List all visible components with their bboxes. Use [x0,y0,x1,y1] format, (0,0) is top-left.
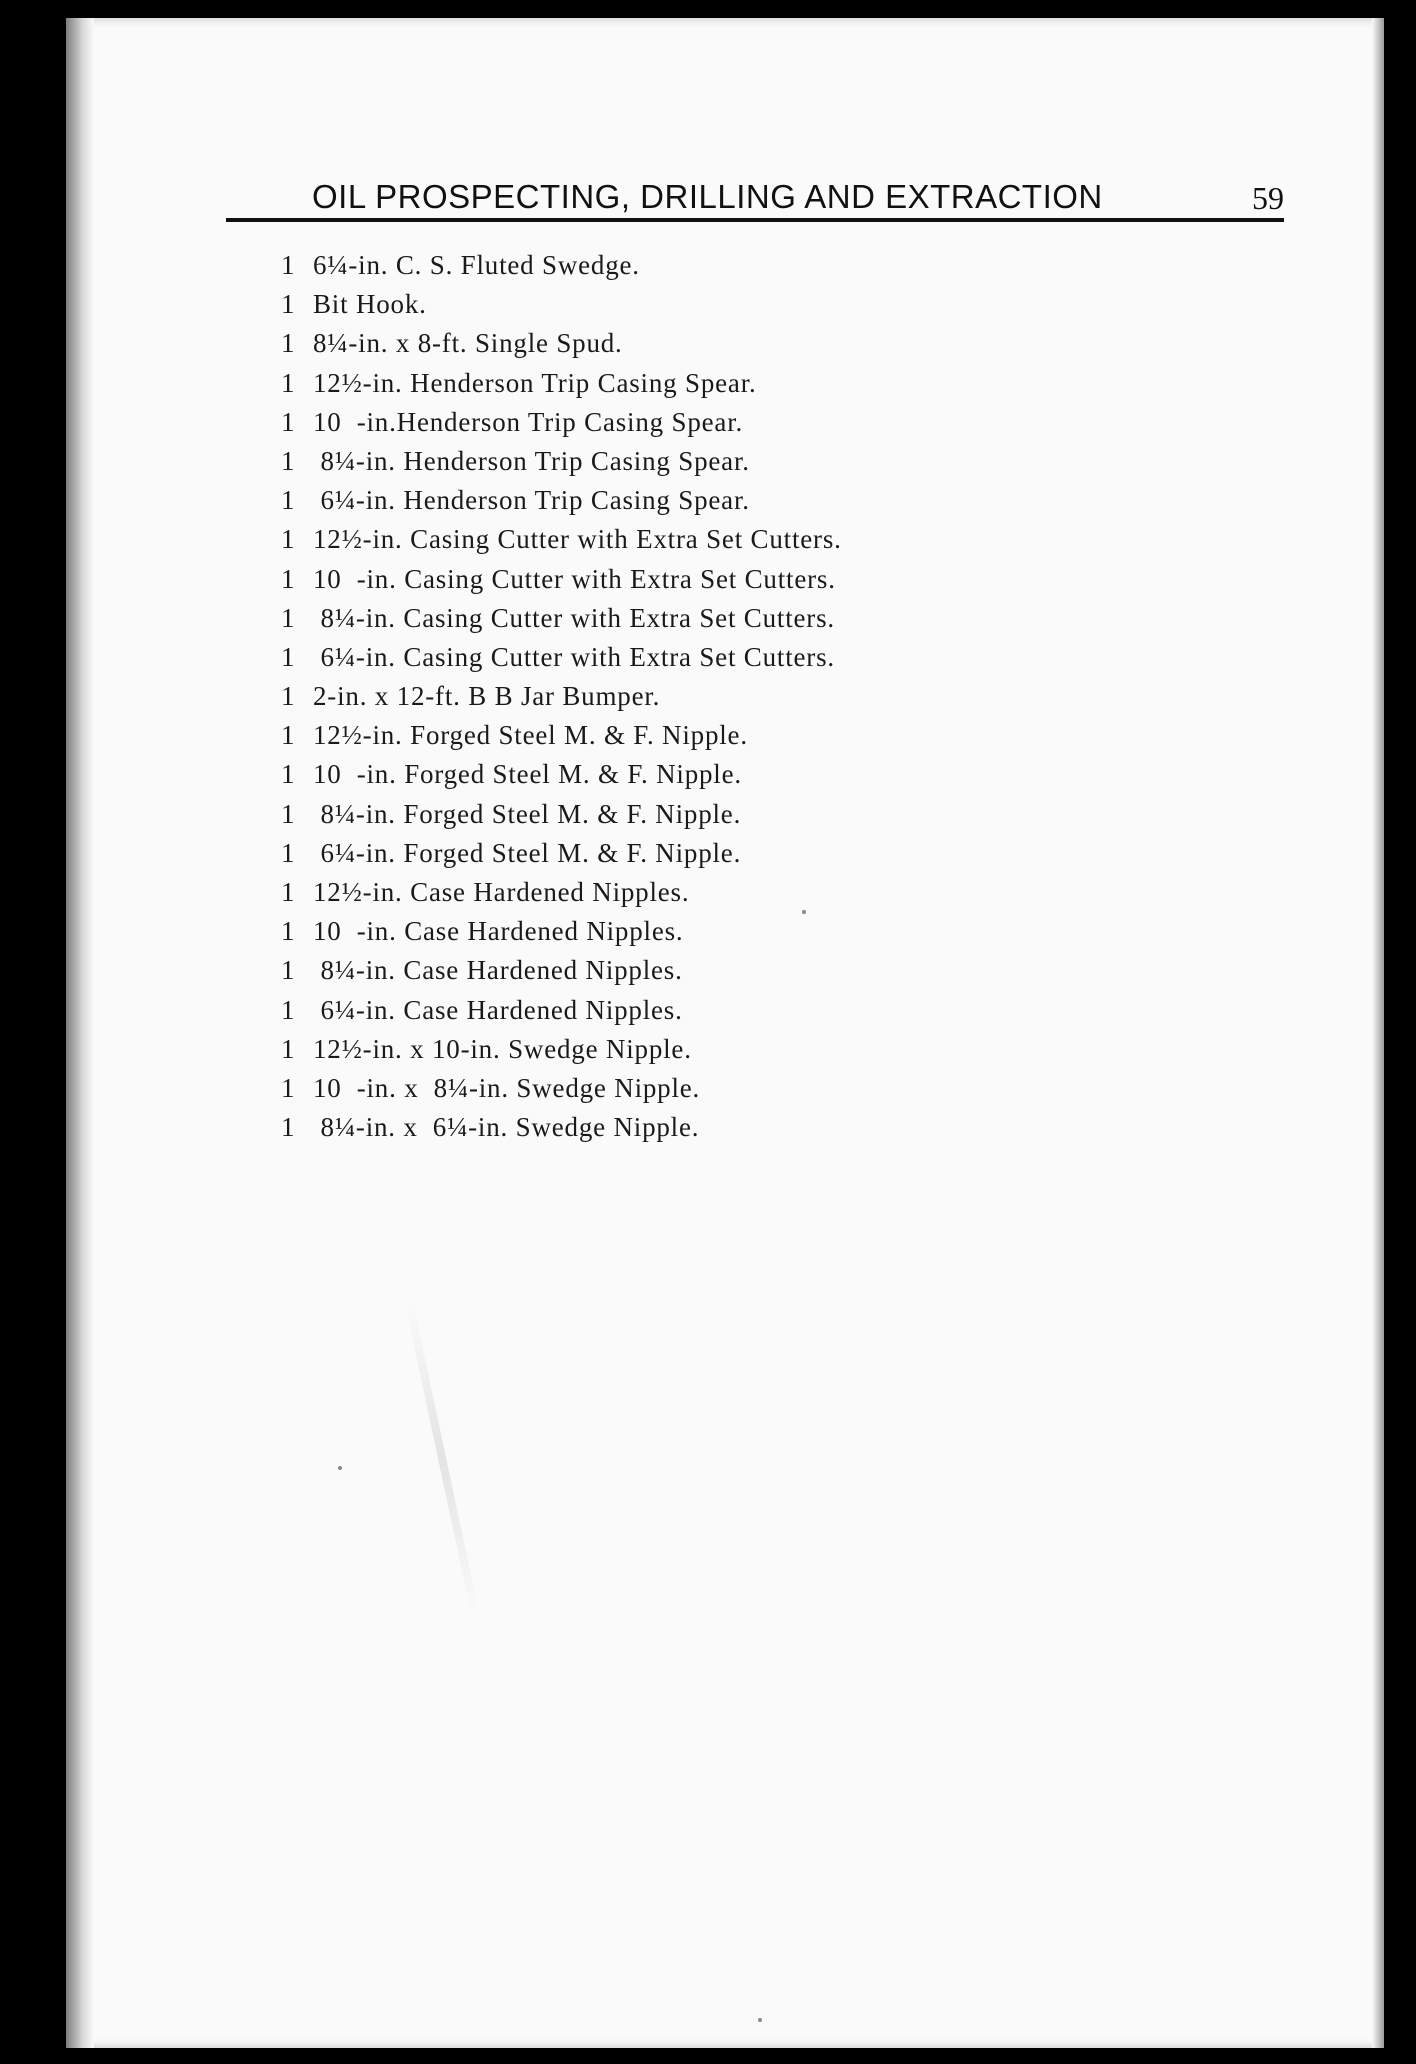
item-description: 6¼-in. Casing Cutter with Extra Set Cutters. [313,641,835,672]
item-quantity: 1 [281,916,296,947]
item-quantity: 1 [281,877,296,907]
list-item [281,638,842,677]
item-description: 10 -in.Henderson Trip Casing Spear. [313,406,744,437]
item-quantity: 1 [281,681,296,712]
item-quantity: 1 [281,641,296,672]
item-quantity: 1 [281,250,296,280]
list-item [281,912,842,951]
page-edge-shadow [1372,18,1384,2048]
list-item [281,677,842,716]
item-quantity: 1 [281,328,296,359]
item-description: 10 -in. Case Hardened Nipples. [313,916,684,947]
item-quantity: 1 [281,602,296,633]
ink-speck [338,1466,342,1470]
equipment-list [281,246,842,1147]
list-item [281,481,842,520]
item-description: 12½-in. x 10-in. Swedge Nipple. [313,1033,692,1064]
item-quantity: 1 [281,563,296,594]
list-item [281,324,842,363]
item-description: 10 -in. Casing Cutter with Extra Set Cutters. [313,563,836,594]
running-title: OIL PROSPECTING, DRILLING AND EXTRACTION [312,178,1103,215]
item-quantity: 1 [281,798,296,829]
ink-speck [758,2018,762,2022]
item-quantity: 1 [281,524,296,555]
running-header [226,158,1284,222]
list-item [281,285,842,324]
list-item [281,951,842,990]
item-description: 12½-in. Forged Steel M. & F. Nipple. [313,720,748,751]
list-item [281,834,842,873]
item-description: 2-in. x 12-ft. B B Jar Bumper. [313,681,661,712]
item-description: 10 -in. x 8¼-in. Swedge Nipple. [313,1072,701,1103]
list-item [281,1030,842,1069]
item-quantity: 1 [281,1033,296,1064]
item-quantity: 1 [281,406,296,437]
list-item [281,873,842,912]
item-quantity: 1 [281,367,296,398]
item-description: 12½-in. Henderson Trip Casing Spear. [313,367,757,398]
page-number: 59 [1252,180,1284,216]
item-description: 6¼-in. Case Hardened Nipples. [313,994,683,1025]
item-description: 8¼-in. x 6¼-in. Swedge Nipple. [313,1112,700,1143]
list-item [281,1069,842,1108]
item-description: 12½-in. Case Hardened Nipples. [313,877,690,907]
list-item [281,364,842,403]
item-description: 8¼-in. x 8-ft. Single Spud. [313,328,623,359]
list-item [281,520,842,559]
item-quantity: 1 [281,994,296,1025]
item-description: 6¼-in. Henderson Trip Casing Spear. [313,485,750,516]
item-quantity: 1 [281,837,296,868]
item-quantity: 1 [281,759,296,790]
item-description: 8¼-in. Henderson Trip Casing Spear. [313,445,750,476]
list-item [281,560,842,599]
item-description: 8¼-in. Forged Steel M. & F. Nipple. [313,798,742,829]
list-item [281,246,842,285]
list-item [281,442,842,481]
list-item [281,599,842,638]
list-item [281,755,842,794]
list-item [281,991,842,1030]
ink-speck [802,910,806,914]
list-item [281,795,842,834]
paper-smudge [405,1301,479,1616]
item-quantity: 1 [281,1112,296,1143]
item-quantity: 1 [281,485,296,516]
item-description: Bit Hook. [313,289,427,320]
book-page [66,18,1384,2048]
item-description: 6¼-in. C. S. Fluted Swedge. [313,250,640,280]
list-item [281,403,842,442]
item-description: 8¼-in. Casing Cutter with Extra Set Cutters. [313,602,835,633]
binding-gutter-shadow [66,18,94,2048]
list-item [281,716,842,755]
item-description: 10 -in. Forged Steel M. & F. Nipple. [313,759,742,790]
item-quantity: 1 [281,720,296,751]
item-quantity: 1 [281,1072,296,1103]
item-description: 12½-in. Casing Cutter with Extra Set Cutters. [313,524,842,555]
item-quantity: 1 [281,445,296,476]
item-quantity: 1 [281,289,296,320]
item-description: 6¼-in. Forged Steel M. & F. Nipple. [313,837,742,868]
item-quantity: 1 [281,955,296,986]
list-item [281,1108,842,1147]
item-description: 8¼-in. Case Hardened Nipples. [313,955,683,986]
